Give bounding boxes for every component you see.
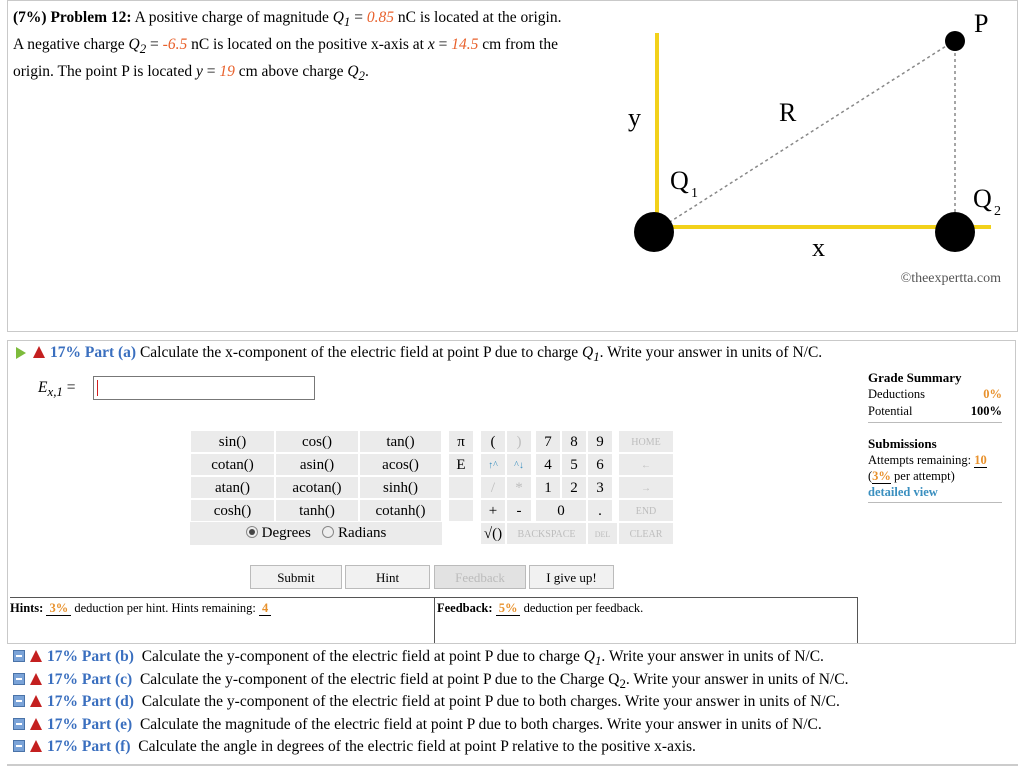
other-parts-list — [13, 646, 1013, 759]
problem-panel — [7, 0, 1018, 332]
radians-label: Radians — [338, 525, 387, 541]
expand-icon[interactable] — [13, 740, 25, 752]
answer-label — [38, 379, 76, 400]
angle-mode-selector — [190, 522, 442, 545]
sqrt-button[interactable]: √() — [480, 522, 506, 545]
submit-button[interactable]: Submit — [250, 565, 342, 589]
per-attempt-row — [868, 469, 1002, 484]
expand-icon[interactable] — [13, 695, 25, 707]
key-0[interactable]: 0 — [535, 499, 587, 522]
cosh-button[interactable]: cosh() — [190, 499, 275, 522]
label-q2: Q — [973, 184, 992, 213]
part-b-title: 17% Part (b) — [47, 648, 134, 665]
key-2[interactable]: 2 — [561, 476, 587, 499]
key-3[interactable]: 3 — [587, 476, 613, 499]
equals-sign: = — [150, 36, 159, 54]
label-p: P — [974, 9, 989, 38]
warning-icon — [30, 650, 42, 662]
multiply-button[interactable]: * — [506, 476, 532, 499]
key-1[interactable]: 1 — [535, 476, 561, 499]
answer-input[interactable] — [93, 376, 315, 400]
key-6[interactable]: 6 — [587, 453, 613, 476]
attempts-label: Attempts remaining: — [868, 453, 972, 467]
part-e-question: Calculate the magnitude of the electric field at point P due to both charges. Write your answer in units of N/C. — [139, 715, 822, 733]
deductions-value: 0% — [983, 387, 1002, 401]
y-symbol: y — [195, 63, 203, 81]
part-a-q-sub: 1 — [593, 349, 600, 365]
tan-button[interactable]: tan() — [359, 430, 442, 453]
down-arrow-button[interactable]: ^↓ — [506, 453, 532, 476]
acos-button[interactable]: acos() — [359, 453, 442, 476]
part-e-row[interactable] — [13, 714, 1013, 737]
up-arrow-button[interactable]: ↑^ — [480, 453, 506, 476]
part-a-question-end: . Write your answer in units of N/C. — [599, 344, 823, 361]
part-a-question: Calculate the x-component of the electric field at point P due to charge — [139, 344, 579, 361]
bottom-divider — [7, 764, 1018, 766]
label-q1: Q — [670, 166, 689, 195]
hints-percent: 3% — [46, 601, 71, 616]
grade-summary-title: Grade Summary — [868, 370, 962, 385]
problem-text: A positive charge of magnitude — [134, 9, 329, 26]
answer-label-symbol: E — [38, 379, 48, 396]
q2-subscript: 2 — [358, 68, 365, 84]
text-caret — [97, 380, 98, 396]
feedback-text: deduction per feedback. — [523, 601, 644, 615]
part-c-question-end: . Write your answer in units of N/C. — [625, 670, 849, 688]
q2-charge — [935, 212, 975, 252]
degrees-label: Degrees — [261, 525, 311, 541]
part-d-title: 17% Part (d) — [47, 693, 134, 710]
q2-symbol: Q — [128, 36, 140, 54]
q2-subscript: 2 — [139, 41, 147, 57]
right-arrow-button[interactable]: → — [618, 476, 674, 499]
cotan-button[interactable]: cotan() — [190, 453, 275, 476]
r-line — [654, 41, 954, 232]
plus-button[interactable]: + — [480, 499, 506, 522]
q1-value: 0.85 — [366, 9, 394, 26]
backspace-button[interactable]: BACKSPACE — [506, 522, 587, 545]
left-arrow-button[interactable]: ← — [618, 453, 674, 476]
end-button[interactable]: END — [618, 499, 674, 522]
close-paren-button[interactable]: ) — [506, 430, 532, 453]
decimal-button[interactable]: . — [587, 499, 613, 522]
label-q1-sub: 1 — [691, 186, 698, 201]
problem-figure — [8, 1, 1019, 331]
problem-text: origin. The point P is located — [13, 63, 193, 81]
hints-label: Hints: — [10, 601, 44, 615]
q2-symbol: Q — [347, 63, 359, 81]
warning-icon — [30, 695, 42, 707]
part-b-q-symbol: Q — [583, 648, 595, 665]
x-symbol: x — [427, 36, 435, 54]
e-button[interactable]: E — [448, 453, 474, 476]
clear-button[interactable]: CLEAR — [618, 522, 674, 545]
feedback-box — [434, 597, 858, 643]
open-paren-button[interactable]: ( — [480, 430, 506, 453]
q1-charge — [634, 212, 674, 252]
part-a-panel — [7, 340, 1016, 644]
problem-text: nC is located on the positive x-axis at — [191, 36, 424, 54]
answer-label-equals: = — [62, 379, 76, 396]
minus-button[interactable]: - — [506, 499, 532, 522]
part-f-row[interactable] — [13, 736, 1013, 759]
part-d-row[interactable] — [13, 691, 1013, 714]
warning-icon — [30, 673, 42, 685]
q2-value: -6.5 — [162, 36, 188, 54]
q1-subscript: 1 — [343, 14, 351, 30]
acotan-button[interactable]: acotan() — [275, 476, 359, 499]
equals-sign: = — [206, 63, 216, 81]
empty-key — [448, 476, 474, 499]
problem-text: . — [364, 63, 369, 81]
home-button[interactable]: HOME — [618, 430, 674, 453]
divide-button[interactable]: / — [480, 476, 506, 499]
radians-radio[interactable] — [322, 526, 334, 538]
label-r: R — [779, 98, 797, 127]
problem-text: cm above charge — [238, 63, 344, 81]
part-b-question-end: . Write your answer in units of N/C. — [601, 648, 824, 665]
grade-summary — [868, 370, 1002, 503]
key-7[interactable]: 7 — [535, 430, 561, 453]
part-c-q-sub: 2 — [619, 675, 626, 691]
hint-button[interactable]: Hint — [345, 565, 430, 589]
feedback-percent: 5% — [496, 601, 521, 616]
problem-weight: (7%) — [13, 9, 47, 26]
deductions-label: Deductions — [868, 387, 925, 401]
per-attempt-percent: 3% — [872, 469, 891, 483]
key-5[interactable]: 5 — [561, 453, 587, 476]
label-q2-sub: 2 — [994, 204, 1001, 219]
potential-label: Potential — [868, 404, 913, 418]
hints-box — [10, 597, 434, 643]
warning-icon — [30, 740, 42, 752]
part-b-q-sub: 1 — [594, 653, 602, 669]
problem-number: Problem 12: — [50, 9, 132, 26]
attempts-row — [868, 452, 1002, 469]
part-e-title: 17% Part (e) — [47, 715, 133, 733]
feedback-button[interactable]: Feedback — [434, 565, 526, 589]
expand-icon[interactable] — [13, 650, 25, 662]
x-value: 14.5 — [451, 36, 479, 54]
key-8[interactable]: 8 — [561, 430, 587, 453]
paren: ( — [868, 469, 873, 483]
part-c-title: 17% Part (c) — [47, 670, 133, 688]
detailed-view-link[interactable]: detailed view — [868, 484, 1002, 503]
problem-text: nC is located at the origin. — [397, 9, 562, 26]
figure-credit: ©theexpertta.com — [900, 271, 1001, 286]
sinh-button[interactable]: sinh() — [359, 476, 442, 499]
potential-value: 100% — [970, 404, 1002, 418]
warning-icon — [30, 718, 42, 730]
label-y: y — [628, 103, 641, 132]
asin-button[interactable]: asin() — [275, 453, 359, 476]
part-c-row[interactable] — [13, 669, 1013, 692]
hints-remaining: 4 — [259, 601, 271, 616]
warning-icon — [33, 346, 45, 358]
part-a-header — [33, 344, 822, 365]
attempts-value: 10 — [974, 453, 987, 467]
part-c-question: Calculate the y-component of the electric field at point P due to the Charge — [139, 670, 605, 688]
answer-label-sub: x,1 — [47, 384, 63, 400]
problem-text: cm from the — [482, 36, 558, 54]
part-f-question: Calculate the angle in degrees of the electric field at point P relative to the positive x-axis. — [138, 738, 696, 755]
cotanh-button[interactable]: cotanh() — [359, 499, 442, 522]
key-9[interactable]: 9 — [587, 430, 613, 453]
point-p — [945, 31, 965, 51]
divider — [868, 422, 1002, 423]
degrees-radio[interactable] — [246, 526, 258, 538]
give-up-button[interactable]: I give up! — [529, 565, 614, 589]
key-4[interactable]: 4 — [535, 453, 561, 476]
sin-button[interactable]: sin() — [190, 430, 275, 453]
part-c-q-symbol: Q — [608, 670, 620, 688]
part-f-title: 17% Part (f) — [47, 738, 131, 755]
part-b-question: Calculate the y-component of the electric field at point P due to charge — [141, 648, 580, 665]
del-button[interactable]: DEL — [587, 522, 618, 545]
equals-sign: = — [438, 36, 448, 54]
part-a-title: 17% Part (a) — [50, 344, 137, 361]
pi-button[interactable]: π — [448, 430, 474, 453]
part-a-q-symbol: Q — [582, 344, 594, 361]
feedback-label: Feedback: — [437, 601, 493, 615]
atan-button[interactable]: atan() — [190, 476, 275, 499]
expand-part-icon[interactable] — [16, 347, 26, 359]
submissions-title: Submissions — [868, 436, 937, 451]
cos-button[interactable]: cos() — [275, 430, 359, 453]
equals-sign: = — [354, 9, 363, 26]
y-value: 19 — [219, 63, 235, 81]
expand-icon[interactable] — [13, 718, 25, 730]
per-attempt-text: per attempt) — [890, 469, 955, 483]
part-d-question: Calculate the y-component of the electric field at point P due to both charges. Write your answer in units of N/C. — [141, 693, 840, 710]
part-b-row[interactable] — [13, 646, 1013, 669]
hints-text: deduction per hint. Hints remaining: — [74, 601, 256, 615]
expand-icon[interactable] — [13, 673, 25, 685]
tanh-button[interactable]: tanh() — [275, 499, 359, 522]
empty-key — [448, 499, 474, 522]
q1-symbol: Q — [332, 9, 344, 26]
problem-text: A negative charge — [13, 36, 125, 54]
label-x: x — [812, 233, 825, 262]
